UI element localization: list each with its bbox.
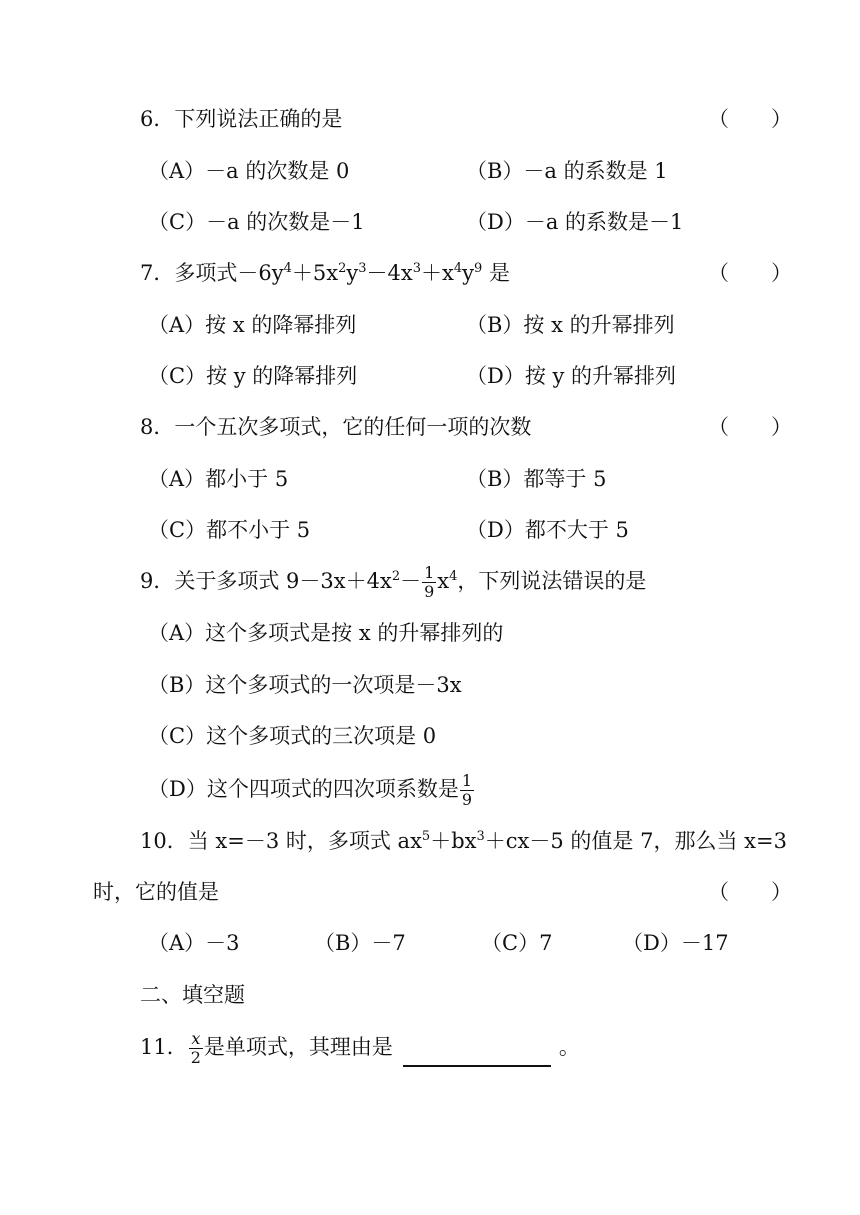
section-heading-fill-in: 二、填空题 [140,983,245,1007]
q10-option-d: （D）－17 [622,931,729,955]
q6-option-d: （D）－a 的系数是－1 [466,210,684,234]
q9-stem: 9．关于多项式 $9-3x+4x^2-$ $\frac{1}{9}$ $x^4$，下列说法错误的是 [140,563,647,601]
q11-answer-blank[interactable] [403,1043,551,1067]
q7-answer-paren: （ ） [708,261,792,285]
q7-option-a: （A）按 x 的降幂排列 [148,313,357,337]
q8-option-c: （C）都不小于 5 [148,518,311,542]
q10-option-c: （C）7 [481,931,553,955]
q8-stem: 8．一个五次多项式，它的任何一项的次数 [140,415,532,439]
q9-option-d-fraction: $\frac{1}{9}$ [461,771,473,809]
q11-fraction: $\frac{x}{2}$ [190,1029,201,1067]
q7-stem: 7．多项式$-6y^4+5x^2y^3-4x^3+x^4y^9$ 是 [140,261,510,285]
q8-answer-paren: （ ） [708,415,792,439]
q9-option-d: （D）这个四项式的四次项系数是 $\frac{1}{9}$ [148,771,473,809]
q6-answer-paren: （ ） [708,107,792,131]
q10-stem-line1: 10．当 x=－3 时，多项式 $ax^5+bx^3+cx-5$ 的值是 7，那么当 x=3 [140,829,787,853]
q10-option-b: （B）－7 [314,931,406,955]
q6-option-c: （C）－a 的次数是－1 [148,210,365,234]
q6-stem: 6．下列说法正确的是 [140,107,343,131]
q6-option-b: （B）－a 的系数是 1 [466,159,668,183]
q10-answer-paren: （ ） [708,880,792,904]
q10-stem-line2: 时，它的值是 [93,880,219,904]
q6-option-a: （A）－a 的次数是 0 [148,159,350,183]
q8-option-d: （D）都不大于 5 [466,518,629,542]
q8-option-b: （B）都等于 5 [466,467,607,491]
q9-option-b: （B）这个多项式的一次项是－3x [148,673,462,697]
q7-option-d: （D）按 y 的升幂排列 [466,364,677,388]
q7-option-c: （C）按 y 的降幂排列 [148,364,358,388]
q7-option-b: （B）按 x 的升幂排列 [466,313,675,337]
q11-stem: 11． $\frac{x}{2}$ 是单项式，其理由是 。 [140,1029,580,1067]
q8-option-a: （A）都小于 5 [148,467,289,491]
q9-option-a: （A）这个多项式是按 x 的升幂排列的 [148,621,504,645]
q9-fraction: $\frac{1}{9}$ [424,563,435,601]
q9-option-c: （C）这个多项式的三次项是 0 [148,724,437,748]
q10-option-a: （A）－3 [148,931,240,955]
